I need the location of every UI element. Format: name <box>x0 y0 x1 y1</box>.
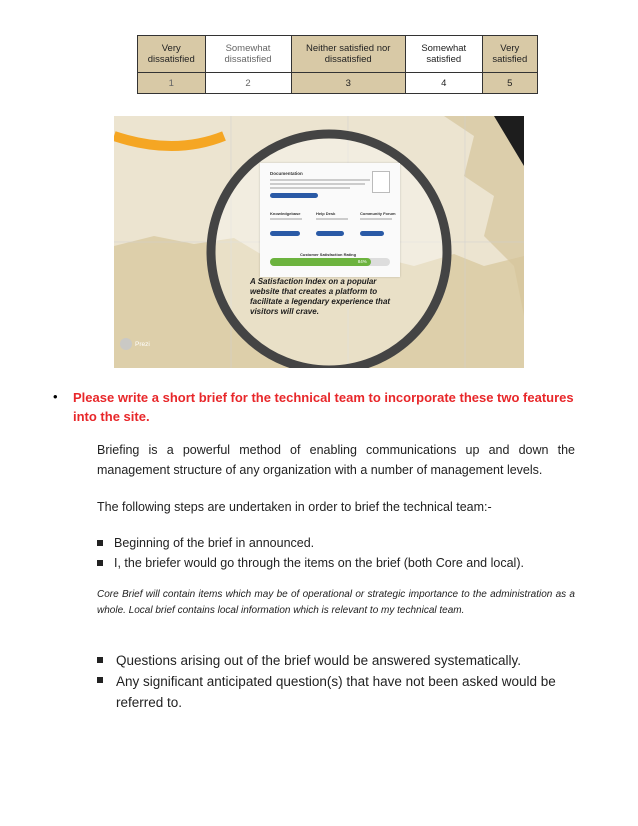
paragraph-steps-intro: The following steps are undertaken in order to brief the technical team:- <box>97 500 492 514</box>
scale-header-3: Neither satisfied nor dissatisfied <box>291 36 405 73</box>
square-bullet-icon <box>97 540 103 546</box>
col-knowledgebase: Knowledgebase <box>270 211 301 216</box>
list-item: Beginning of the brief in announced. <box>97 533 314 553</box>
list-item: Any significant anticipated question(s) that have not been asked would be referred to. <box>97 671 575 713</box>
rating-bar <box>270 258 390 266</box>
scale-header-1: Very dissatisfied <box>138 36 206 73</box>
italic-note: Core Brief will contain items which may be of operational or strategic importance to the administration as a whole. Local brief contains local information which is relevant to my technical team. <box>97 589 575 616</box>
card-title: Documentation <box>270 171 303 176</box>
paragraph-briefing: Briefing is a powerful method of enabling communications up and down the management structure of any organization with a number of management levels. <box>97 443 575 477</box>
col-help-desk: Help Desk <box>316 211 336 216</box>
question-heading: Please write a short brief for the technical team to incorporate these two features into the site. <box>73 390 574 424</box>
image-caption: A Satisfaction Index on a popular website that creates a platform to facilitate a legendary experience that visitors will crave. <box>250 277 391 316</box>
prezi-screenshot <box>114 116 524 368</box>
col-community-forum: Community Forum <box>360 211 396 216</box>
prezi-logo-text: Prezi <box>135 340 150 348</box>
rating-label: Customer Satisfaction Rating <box>300 252 357 257</box>
scale-value-2: 2 <box>205 73 291 94</box>
scale-header-2: Somewhat dissatisfied <box>205 36 291 73</box>
list-item: I, the briefer would go through the items on the brief (both Core and local). <box>97 553 524 573</box>
prezi-logo <box>120 338 150 350</box>
satisfaction-scale-table <box>137 35 538 94</box>
document-icon <box>372 171 390 193</box>
scale-value-5: 5 <box>482 73 537 94</box>
scale-header-5: Very satisfied <box>482 36 537 73</box>
scale-value-3: 3 <box>291 73 405 94</box>
scale-value-4: 4 <box>405 73 482 94</box>
square-bullet-icon <box>97 657 103 663</box>
documentation-card <box>260 163 400 277</box>
scale-value-1: 1 <box>138 73 206 94</box>
list-item: Questions arising out of the brief would be answered systematically. <box>97 650 577 671</box>
scale-header-4: Somewhat satisfied <box>405 36 482 73</box>
rating-bar-fill: 84% <box>270 258 371 266</box>
question-bullet: • <box>53 389 58 404</box>
prezi-logo-icon <box>120 338 132 350</box>
square-bullet-icon <box>97 677 103 683</box>
square-bullet-icon <box>97 560 103 566</box>
